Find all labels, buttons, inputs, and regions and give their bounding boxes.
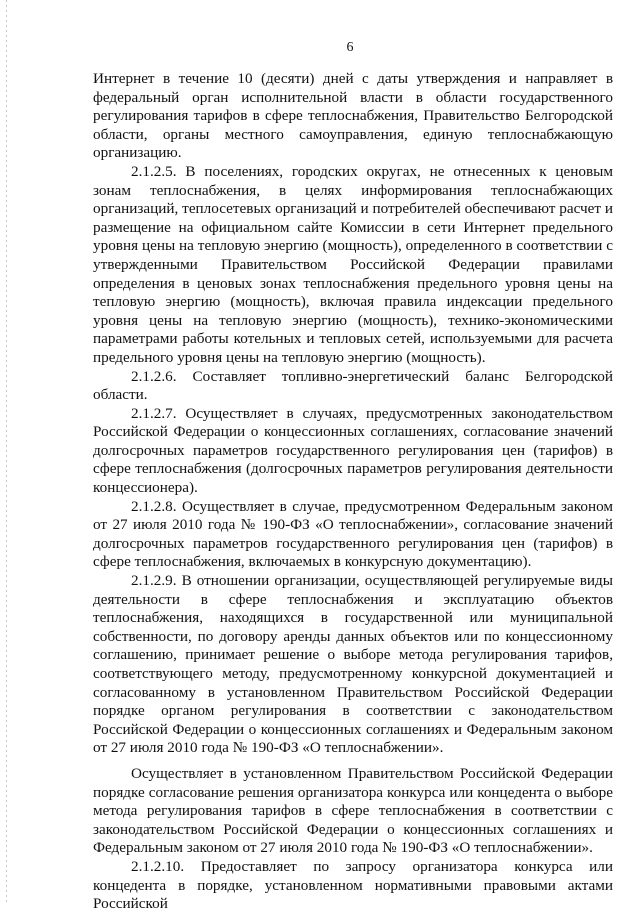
paragraph-continuation: Интернет в течение 10 (десяти) дней с даты утверждения и направляет в федеральный орган исполнительной власти в области государственного регулирования тарифов в сфере теплоснабжения, Правительство Белгородской области, органы местного самоуправления, единую теплоснабжающую организацию. bbox=[93, 70, 613, 162]
paragraph-2-1-2-7: 2.1.2.7. Осуществляет в случаях, предусмотренных законодательством Российской Федерации о концессионных соглашениях, согласование значений долгосрочных параметров государственного регулирования цен (тарифов) в сфере теплоснабжения (долгосрочных параметров регулирования деятельности концессионера). bbox=[93, 404, 613, 497]
paragraph-2-1-2-8: 2.1.2.8. Осуществляет в случае, предусмотренном Федеральным законом от 27 июля 2010 года № 190-ФЗ «О теплоснабжении», согласование значений долгосрочных параметров государственного регулирования цен (тарифов) в сфере теплоснабжения, включаемых в конкурсную документацию). bbox=[93, 497, 613, 571]
document-body bbox=[93, 70, 613, 914]
paragraph-approval: Осуществляет в установленном Правительством Российской Федерации порядке согласование решения организатора конкурса или концедента о выборе метода регулирования тарифов в сфере теплоснабжения в соответствии с законодательством Российской Федерации о концессионных соглашениях и Федеральным законом от 27 июля 2010 года № 190-ФЗ «О теплоснабжении». bbox=[93, 764, 613, 857]
paragraph-2-1-2-9: 2.1.2.9. В отношении организации, осуществляющей регулируемые виды деятельности в сфере теплоснабжения и эксплуатацию объектов теплоснабжения, находящихся в государственной или муниципальной собственности, по договору аренды данных объектов или по концессионному соглашению, принимает решение о выборе метода регулирования тарифов, соответствующего методу, предусмотренному конкурсной документацией и согласованному в установленном Правительством Российской Федерации порядке органом регулирования в соответствии с законодательством Российской Федерации о концессионных соглашениях и Федеральным законом от 27 июля 2010 года № 190-ФЗ «О теплоснабжении». bbox=[93, 572, 613, 757]
scan-edge-line bbox=[6, 0, 7, 905]
paragraph-2-1-2-6: 2.1.2.6. Составляет топливно-энергетический баланс Белгородской области. bbox=[93, 367, 613, 404]
paragraph-2-1-2-5: 2.1.2.5. В поселениях, городских округах, не отнесенных к ценовым зонам теплоснабжения, в целях информирования теплоснабжающих организаций, теплосетевых организаций и потребителей обеспечивают расчет и размещение на официальном сайте Комиссии в сети Интернет предельного уровня цены на тепловую энергию (мощность), определенного в соответствии с утвержденными Правительством Российской Федерации правилами определения в ценовых зонах теплоснабжения предельного уровня цены на тепловую энергию (мощность), включая правила индексации предельного уровня цены на тепловую энергию (мощность), технико-экономическими параметрами работы котельных и тепловых сетей, используемыми для расчета предельного уровня цены на тепловую энергию (мощность). bbox=[93, 162, 613, 366]
paragraph-2-1-2-10: 2.1.2.10. Предоставляет по запросу организатора конкурса или концедента в порядке, установленном нормативными правовыми актами Российской bbox=[93, 857, 613, 913]
page-number: 6 bbox=[346, 40, 354, 55]
